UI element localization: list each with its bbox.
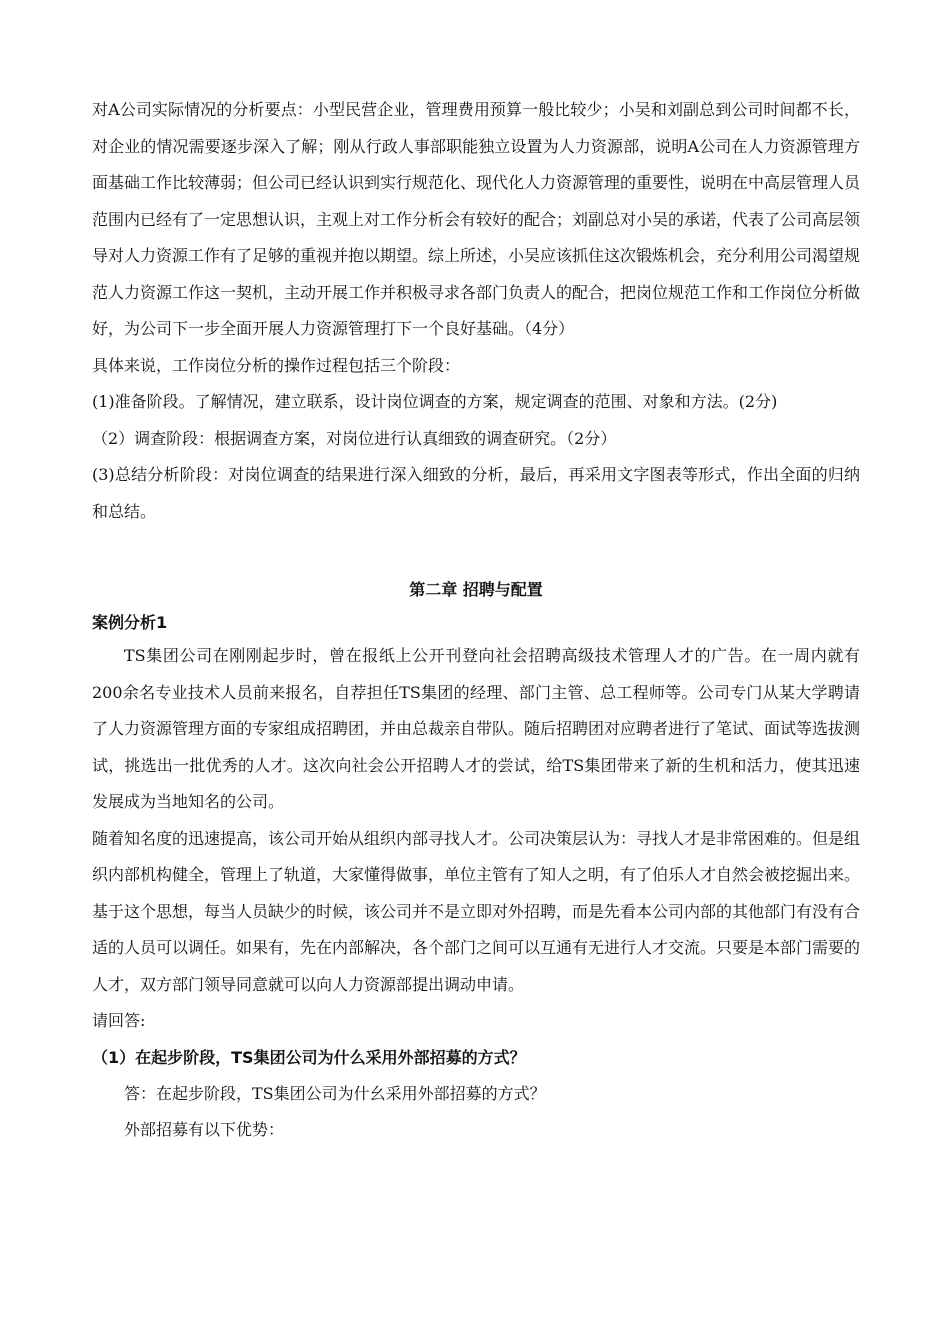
answer-prompt: 请回答: [92, 1011, 146, 1030]
case-paragraph-2: 随着知名度的迅速提高，该公司开始从组织内部寻找人才。公司决策层认为：寻找人才是非常困难的。但是组织内部机构健全，管理上了轨道，大家懂得做事，单位主管有了知人之明，有了伯乐人才自然会被挖掘出来。基于这个思想，每当人员缺少的时候，该公司并不是立即对外招聘，而是先看本公司内部的其他部门有没有合适的人员可以调任。如果有，先在内部解决，各个部门之间可以互通有无进行人才交流。只要是本部门需要的人才，双方部门领导同意就可以向人力资源部提出调动申请。 [92, 828, 861, 994]
document-page [92, 92, 860, 1149]
stage-1: (1)准备阶段。了解情况，建立联系，设计岗位调查的方案，规定调查的范围、对象和方法。(2分) [92, 392, 778, 411]
stage-3: (3)总结分析阶段：对岗位调查的结果进行深入细致的分析，最后，再采用文字图表等形式，作出全面的归纳和总结。 [92, 465, 860, 521]
case-title: 案例分析1 [92, 613, 168, 632]
stages-intro: 具体来说，工作岗位分析的操作过程包括三个阶段： [92, 355, 461, 375]
stage-2: （2）调查阶段：根据调查方案，对岗位进行认真细致的调查研究。（2分） [92, 428, 617, 448]
analysis-paragraph: 对A公司实际情况的分析要点：小型民营企业，管理费用预算一般比较少；小吴和刘副总到公司时间都不长，对企业的情况需要逐步深入了解；刚从行政人事部职能独立设置为人力资源部，说明A公司在人力资源管理方面基础工作比较薄弱；但公司已经认识到实行规范化、现代化人力资源管理的重要性，说明在中高层管理人员范围内已经有了一定思想认识，主观上对工作分析会有较好的配合；刘副总对小吴的承诺，代表了公司高层领导对人力资源工作有了足够的重视并抱以期望。综上所述，小吴应该抓住这次锻炼机会，充分利用公司渴望规范人力资源工作这一契机，主动开展工作并积极寻求各部门负责人的配合，把岗位规范工作和工作岗位分析做好，为公司下一步全面开展人力资源管理打下一个良好基础。（4分） [92, 100, 861, 338]
question-1: （1）在起步阶段，TS集团公司为什么采用外部招募的方式？ [92, 1047, 526, 1067]
case-paragraph-1: TS集团公司在刚刚起步时，曾在报纸上公开刊登向社会招聘高级技术管理人才的广告。在一周内就有200余名专业技术人员前来报名，自荐担任TS集团的经理、部门主管、总工程师等。公司专门从某大学聘请了人力资源管理方面的专家组成招聘团，并由总裁亲自带队。随后招聘团对应聘者进行了笔试、面试等选拔测试，挑选出一批优秀的人才。这次向社会公开招聘人才的尝试，给TS集团带来了新的生机和活力，使其迅速发展成为当地知名的公司。 [92, 646, 861, 811]
answer-intro: 答：在起步阶段，TS集团公司为什幺采用外部招募的方式？ [124, 1083, 546, 1103]
section-spacer [92, 530, 860, 572]
answer-line-2: 外部招募有以下优势： [124, 1120, 285, 1139]
chapter-title: 第二章 招聘与配置 [409, 580, 543, 599]
